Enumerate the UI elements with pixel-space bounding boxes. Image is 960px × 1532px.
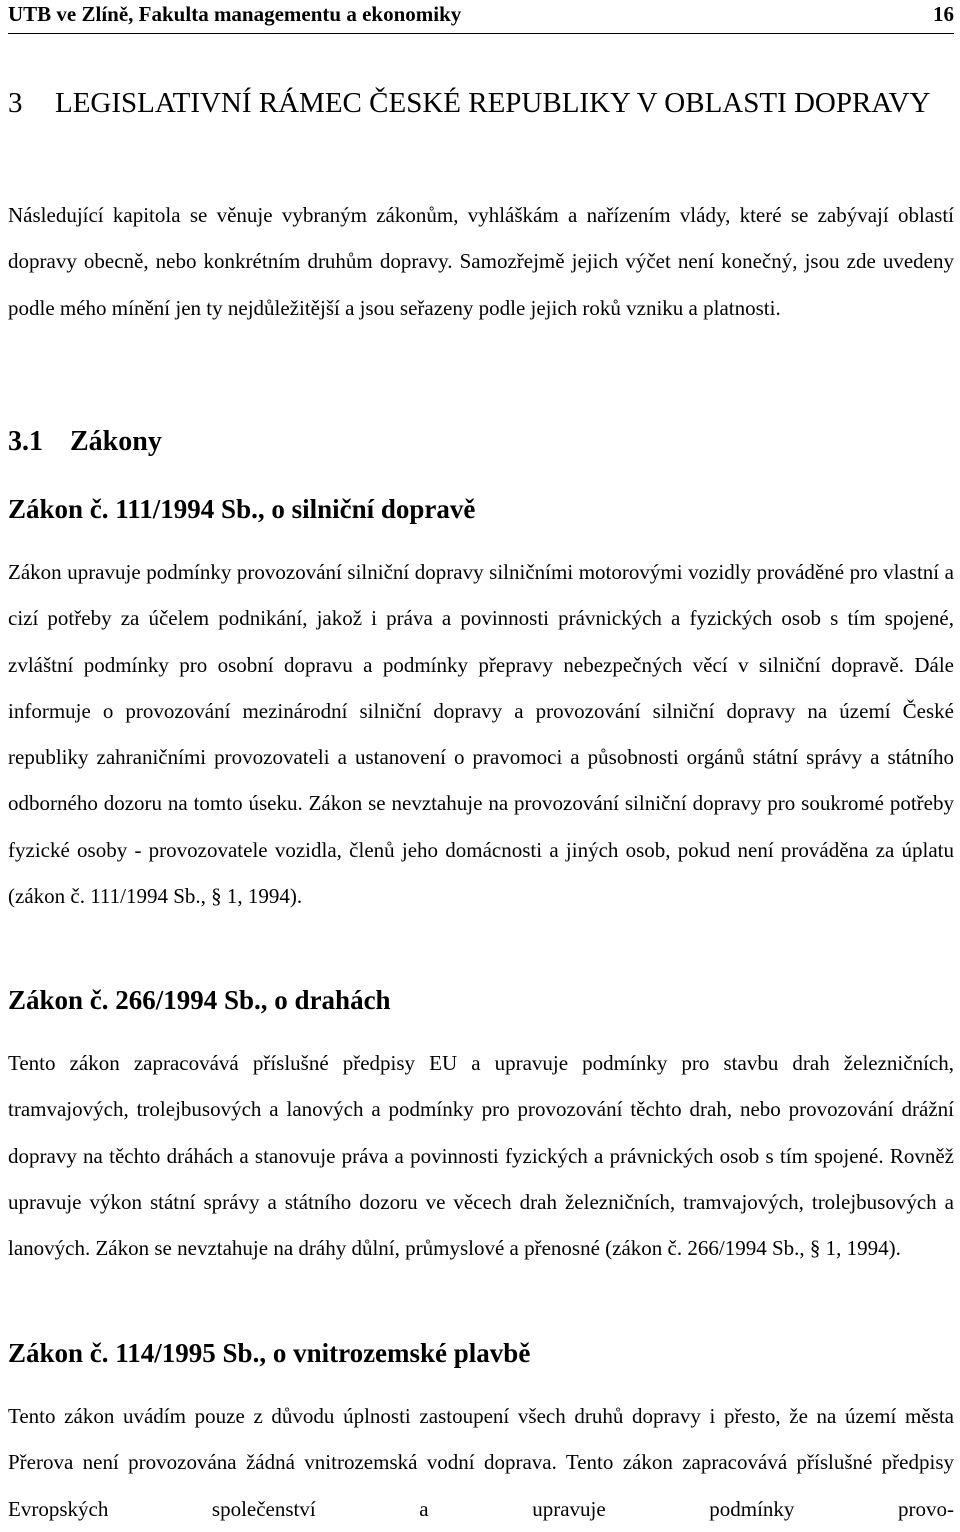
header-title: UTB ve Zlíně, Fakulta managementu a ekonomiky <box>8 2 462 26</box>
law-text-111-1994: Zákon upravuje podmínky provozování silniční dopravy silničními motorovými vozidly prováděné pro vlastní a cizí potřeby za účelem podnikání, jakož i práva a povinnosti právnických a fyzických osob s tím spojené, zvláštní podmínky pro osobní dopravu a podmínky přepravy nebezpečných věcí v silniční dopravě. Dále informuje o provozování mezinárodní silniční dopravy a provozování silniční dopravy na území České republiky zahraničními provozovateli a ustanovení o pravomoci a působnosti orgánů státní správy a státního odborného dozoru na tomto úseku. Zákon se nevztahuje na provozování silniční dopravy pro soukromé potřeby fyzické osoby - provozovatele vozidla, členů jeho domácnosti a jiných osob, pokud není prováděna za úplatu (zákon č. 111/1994 Sb., § 1, 1994). <box>8 560 954 909</box>
law-text-114-1995: Tento zákon uvádím pouze z důvodu úplnosti zastoupení všech druhů dopravy i přesto, že na území města Přerova není provozována žádná vnitrozemská vodní doprava. Tento zákon zapracovává příslušné předpisy Evropských společenství a upravuje podmínky provo- <box>8 1404 954 1521</box>
chapter-heading <box>8 76 954 131</box>
chapter-number: 3 <box>8 87 23 119</box>
law-heading-266-1994: Zákon č. 266/1994 Sb., o drahách <box>8 985 391 1015</box>
section-number: 3.1 <box>8 426 43 457</box>
running-header <box>8 0 954 34</box>
section-heading <box>8 424 162 460</box>
law-heading-114-1995: Zákon č. 114/1995 Sb., o vnitrozemské plavbě <box>8 1338 531 1368</box>
law-text-266-1994: Tento zákon zapracovává příslušné předpisy EU a upravuje podmínky pro stavbu drah železničních, tramvajových, trolejbusových a lanových a podmínky pro provozování těchto drah, nebo provozování drážní dopravy na těchto dráhách a stanovuje práva a povinnosti fyzických a právnických osob s tím spojené. Rovněž upravuje výkon státní správy a státního dozoru ve věcech drah železničních, tramvajových, trolejbusových a lanových. Zákon se nevztahuje na dráhy důlní, průmyslové a přenosné (zákon č. 266/1994 Sb., § 1, 1994). <box>8 1051 954 1261</box>
law-heading-111-1994: Zákon č. 111/1994 Sb., o silniční dopravě <box>8 494 476 524</box>
page-number: 16 <box>933 2 954 26</box>
chapter-title: LEGISLATIVNÍ RÁMEC ČESKÉ REPUBLIKY V OBLASTI DOPRAVY <box>55 87 931 119</box>
intro-paragraph: Následující kapitola se věnuje vybraným zákonům, vyhláškám a nařízením vlády, které se zabývají oblastí dopravy obecně, nebo konkrétním druhům dopravy. Samozřejmě jejich výčet není konečný, jsou zde uvedeny podle mého mínění jen ty nejdůležitější a jsou seřazeny podle jejich roků vzniku a platnosti. <box>8 203 954 320</box>
section-title: Zákony <box>70 426 162 457</box>
